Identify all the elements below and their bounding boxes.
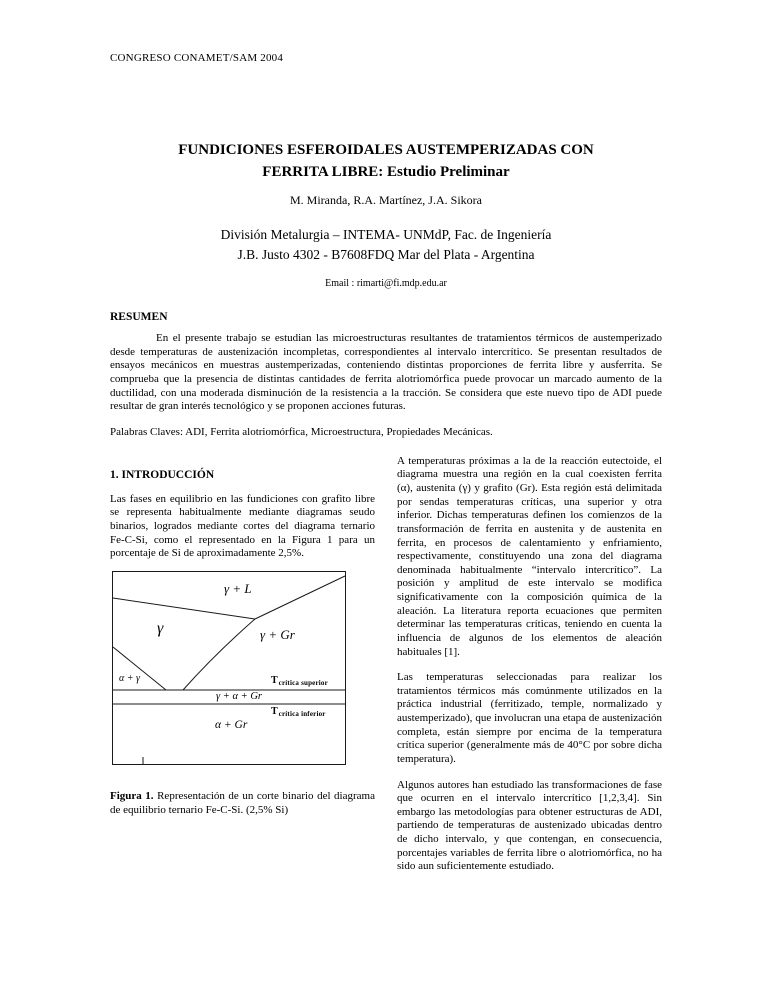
right-paragraph-1: A temperaturas próximas a la de la reacción eutectoide, el diagrama muestra una región en la cual coexisten ferrita (α), austenita (γ) y grafito (Gr). Esta región está delimitada por sendas temperaturas críticas, una superior y otra inferior. Dichas temperaturas definen los comienzos de la transformación de ferrita en austenita y de austenita en ferrita, en procesos de calentamiento y enfriamiento, respectivamente, constituyendo una zona del diagrama denominada habitualmente “intervalo intercrítico”. La posición y amplitud de este intervalo se modifica significativamente con la composición química de la aleación. La literatura reporta ecuaciones que permiten determinar las temperaturas críticas, teniendo en cuenta la influencia de algunos de los elementos de aleación habituales [1].: [397, 454, 662, 658]
t-superior-subscript: crítica superior: [278, 678, 328, 687]
label-gamma-plus-graphite: γ + Gr: [260, 626, 295, 642]
label-t-critica-inferior: [271, 706, 326, 718]
intro-paragraph: Las fases en equilibrio en las fundiciones con grafito libre se representa habitualmente mediante diagramas seudo binarios, logrados mediante cortes del diagrama ternario Fe-C-Si, como el representado en la Figura 1 para un porcentaje de Si de aproximadamente 2,5%.: [110, 492, 375, 560]
affiliation-line-2: J.B. Justo 4302 - B7608FDQ Mar del Plata - Argentina: [237, 246, 535, 262]
authors-line: M. Miranda, R.A. Martínez, J.A. Sikora: [290, 192, 482, 207]
right-column: [397, 455, 662, 874]
page-content: [110, 52, 662, 874]
label-alpha-plus-gamma: α + γ: [119, 672, 140, 684]
two-column-layout: [110, 455, 662, 874]
figure-1-phase-diagram: [112, 571, 346, 765]
phase-diagram-svg: [112, 571, 346, 765]
abstract-body: En el presente trabajo se estudian las microestructuras resultantes de tratamientos térmicos de austemperizado desde temperaturas de austenización incompletas, correspondientes al intervalo intercrítico. Se presentan resultados de ensayos mecánicos en muestras austemperizadas, conteniendo distintas proporciones de ferrita libre y ausferrita. Se comprueba que la presencia de distintas cantidades de ferrita alotriomórfica puede provocar un marcado aumento de la ductilidad, con una moderada disminución de la resistencia a la tracción. Se considera que este nuevo tipo de ADI puede resultar de gran interés tecnológico y se proponen acciones futuras.: [110, 332, 662, 413]
t-superior-symbol: T: [271, 674, 278, 686]
right-paragraph-3: Algunos autores han estudiado las transformaciones de fase que ocurren en el intervalo intercrítico [1,2,3,4]. Sin embargo las metodologías para obtener estructuras de ADI, partiendo de temperaturas de austenizado ubicadas dentro de dicho intervalo, y que contengan, en consecuencia, porcentajes variables de ferrita libre o alotriomórfica, no ha sido aun suficientemente estudiado.: [397, 778, 662, 873]
title-line-2: FERRITA LIBRE: Estudio Preliminar: [262, 163, 510, 180]
affiliation-line-1: División Metalurgia – INTEMA- UNMdP, Fac. de Ingeniería: [220, 226, 552, 242]
figure-caption-number: Figura 1.: [110, 789, 154, 802]
affiliation-block: [110, 225, 662, 266]
right-paragraph-2: Las temperaturas seleccionadas para realizar los tratamientos térmicos más comúnmente utilizados en la práctica industrial (ferritizado, temple, normalizado y austemperizado), que involucran una etapa de austenización completa, están siempre por encima de la temperatura crítica superior (generalmente más de 40°C por sobre dicha temperatura).: [397, 671, 662, 765]
label-alpha-plus-graphite: α + Gr: [215, 718, 248, 731]
figure-1-caption: [110, 789, 375, 817]
paper-title: [110, 140, 662, 184]
diagram-border: [113, 571, 346, 764]
title-line-1: FUNDICIONES ESFEROIDALES AUSTEMPERIZADAS CON: [178, 142, 594, 158]
label-t-critica-superior: [271, 675, 328, 687]
t-inferior-symbol: T: [271, 705, 278, 717]
left-column: [110, 455, 375, 874]
intro-heading: 1. INTRODUCCIÓN: [110, 468, 215, 481]
keywords-line: Palabras Claves: ADI, Ferrita alotriomórfica, Microestructura, Propiedades Mecánicas.: [110, 425, 493, 438]
abstract-heading: RESUMEN: [110, 311, 168, 323]
t-inferior-subscript: crítica inferior: [278, 709, 326, 718]
conference-header: CONGRESO CONAMET/SAM 2004: [110, 52, 284, 64]
figure-caption-text: Representación de un corte binario del diagrama de equilibrio ternario Fe-C-Si. (2,5% Si): [110, 789, 375, 816]
label-gamma-region: γ: [157, 619, 164, 637]
email-line: Email : rimarti@fi.mdp.edu.ar: [325, 278, 447, 289]
label-gamma-plus-liquid: γ + L: [224, 580, 252, 596]
label-gamma-alpha-graphite: γ + α + Gr: [216, 690, 262, 702]
